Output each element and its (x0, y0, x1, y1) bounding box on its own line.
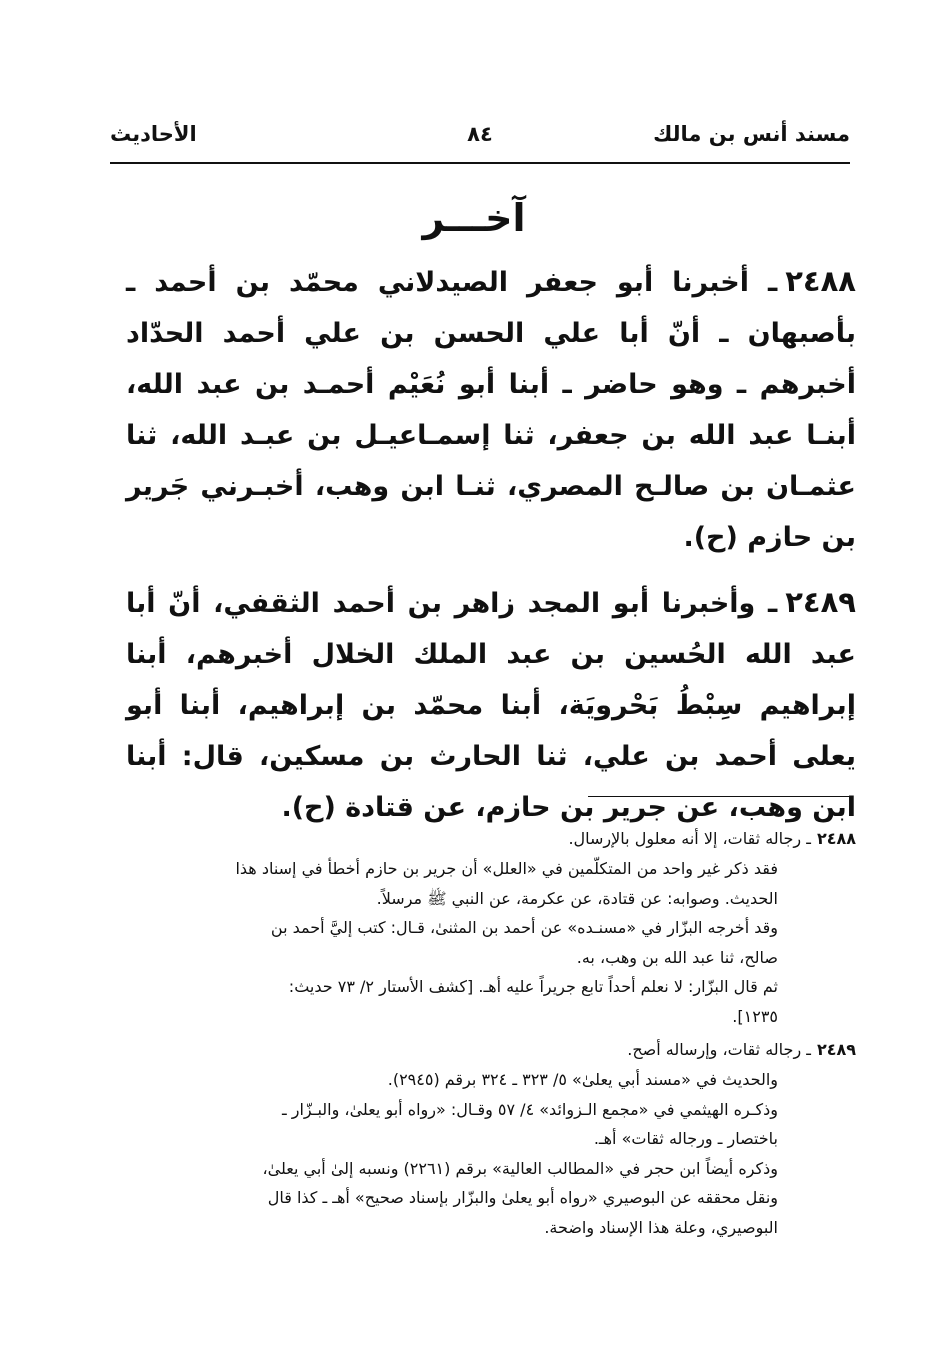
hadith-paragraph (126, 577, 856, 833)
footnote-line: وقد أخرجه البزّار في «مسنـده» عن أحمد بن المثنىٰ، قـال: كتب إليَّ أحمد بن (270, 918, 778, 937)
footnotes (120, 824, 856, 1246)
footnote (120, 824, 856, 1031)
footnote-number: ٢٤٨٩ (816, 1040, 856, 1059)
footnote-line: ونقل محققه عن البوصيري «رواه أبو يعلىٰ والبزّار بإسناد صحيح» أهـ ـ كذا قال (267, 1188, 778, 1207)
hadith-number: ٢٤٨٩ (785, 585, 856, 619)
running-header (110, 122, 850, 162)
footnote-head: ـ رجاله ثقات، إلا أنه معلول بالإرسال. (568, 829, 811, 848)
footnote-separator (588, 796, 850, 797)
chapter-heading: آخـــر (422, 196, 526, 240)
footnote-line: وذكره أيضاً ابن حجر في «المطالب العالية» برقم (٢٢٦١) ونسبه إلىٰ أبي يعلىٰ، (262, 1158, 778, 1178)
footnote-line: صالح، ثنا عبد الله بن وهب، به. (576, 947, 778, 967)
main-text (126, 256, 856, 847)
hadith-text: ـ وأخبرنا أبو المجد زاهر بن أحمد الثقفي، أنّ أبا عبد الله الحُسين بن عبد الملك الخلال أخبرهم، أبنا إبراهيم سِبْطُ بَحْرويَة، أبنا محمّد بن إبراهيم، أبنا أبو يعلى أحمد بن علي، ثنا الحارث بن مسكين، قال: أبنا ابن وهب، عن جرير بن حازم، عن قتادة (ح). (126, 588, 856, 823)
footnote-line: ١٢٣٥]. (732, 1006, 778, 1026)
footnote-line: الحديث. وصوابه: عن قتادة، عن عكرمة، عن النبي ﷺ مرسلاً. (376, 888, 778, 908)
footnote-line: وذكـره الهيثمي في «مجمع الـزوائد» ٤/ ٥٧ وقـال: «رواه أبو يعلىٰ، والبـزّار ـ (281, 1099, 778, 1119)
footnote-head: ـ رجاله ثقات، وإرساله أصح. (627, 1040, 811, 1059)
footnote-line: والحديث في «مسند أبي يعلىٰ» ٥/ ٣٢٣ ـ ٣٢٤ برقم (٢٩٤٥). (387, 1070, 778, 1089)
hadith-text: ـ أخبرنا أبو جعفر الصيدلاني محمّد بن أحمد ـ بأصبهان ـ أنّ أبا علي الحسن بن علي أحمد الحدّاد أخبرهم ـ وهو حاضر ـ أبنا أبو نُعَيْم أحمـد بن عبد الله، أبنـا عبد الله بن جعفر، ثنا إسمـاعيـل بن عبـد الله، ثنا عثمـان بن صالـح المصري، ثنـا ابن وهب، أخبـرني جَرير بن حازم (ح). (126, 267, 856, 553)
page-number: ٨٤ (467, 122, 493, 146)
footnote-line: فقد ذكر غير واحد من المتكلّمين في «العلل» أن جرير بن حازم أخطأ في إسناد هذا (235, 859, 778, 878)
hadith-number: ٢٤٨٨ (785, 264, 856, 298)
hadith-paragraph (126, 256, 856, 563)
footnote (120, 1035, 856, 1242)
footnote-number: ٢٤٨٨ (816, 829, 856, 848)
section-title: الأحاديث (110, 122, 197, 146)
book-title: مسند أنس بن مالك (653, 122, 850, 146)
footnote-line: البوصيري، وعلة هذا الإسناد واضحة. (544, 1217, 778, 1237)
footnote-line: باختصار ـ ورجاله ثقات» أهـ. (593, 1129, 778, 1148)
footnote-line: ثم قال البزّار: لا نعلم أحداً تابع جريراً عليه أهـ. [كشف الأستار ٢/ ٧٣ حديث: (288, 977, 778, 996)
header-rule (110, 162, 850, 164)
